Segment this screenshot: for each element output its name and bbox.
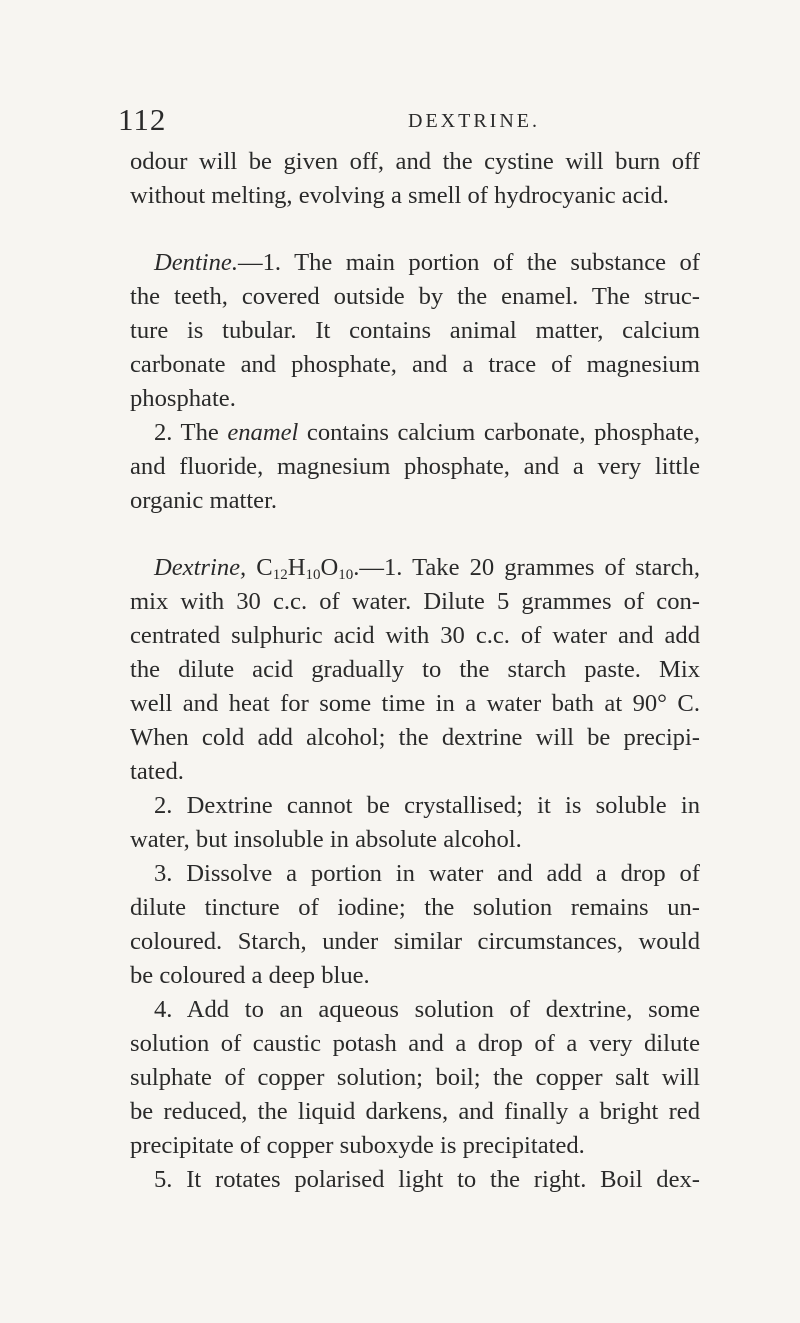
running-head — [118, 100, 678, 140]
text-line: and fluoride, magnesium phosphate, and a very little — [130, 453, 700, 480]
enamel-line — [130, 416, 700, 450]
text-line: be reduced, the liquid darkens, and finally a bright red — [130, 1098, 700, 1125]
text-line: be coloured a deep blue. — [130, 962, 370, 989]
text-line: tated. — [130, 758, 184, 785]
text-line: phosphate. — [130, 385, 236, 412]
text-line: 3. Dissolve a portion in water and add a drop of — [154, 860, 700, 887]
dentine-heading-line — [130, 246, 700, 280]
formula-element: H — [287, 554, 306, 581]
text-fragment: contains calcium carbonate, phosphate, — [298, 419, 700, 446]
text-line: 4. Add to an aqueous solution of dextrine, some — [154, 996, 700, 1023]
text-line: centrated sulphuric acid with 30 c.c. of water and add — [130, 622, 700, 649]
dextrine-heading-line — [130, 551, 700, 585]
text-fragment: .—1. Take 20 grammes of starch, — [353, 554, 700, 581]
formula-subscript: 10 — [338, 567, 354, 583]
formula-subscript: 10 — [305, 567, 321, 583]
formula-element: C — [256, 554, 273, 581]
text-line: ture is tubular. It contains animal matter, calcium — [130, 317, 700, 344]
text-line: precipitate of copper suboxyde is precipitated. — [130, 1132, 585, 1159]
running-title: DEXTRINE. — [408, 110, 540, 132]
chemical-formula — [256, 554, 353, 581]
term-dentine: Dentine. — [154, 249, 239, 276]
text-fragment: 2. The — [154, 419, 228, 446]
text-line: without melting, evolving a smell of hydrocyanic acid. — [130, 182, 669, 209]
text-line: dilute tincture of iodine; the solution remains un- — [130, 894, 700, 921]
text-line: carbonate and phosphate, and a trace of magnesium — [130, 351, 700, 378]
text-line: well and heat for some time in a water bath at 90° C. — [130, 690, 700, 717]
text-line: the dilute acid gradually to the starch paste. Mix — [130, 656, 700, 683]
text-line: solution of caustic potash and a drop of a very dilute — [130, 1030, 700, 1057]
text-line: water, but insoluble in absolute alcohol. — [130, 826, 522, 853]
text-line: odour will be given off, and the cystine will burn off — [130, 148, 700, 175]
text-line: the teeth, covered outside by the enamel. The struc- — [130, 283, 700, 310]
text-line: When cold add alcohol; the dextrine will be precipi- — [130, 724, 700, 751]
term-enamel: enamel — [227, 419, 299, 446]
text-line: mix with 30 c.c. of water. Dilute 5 grammes of con- — [130, 588, 700, 615]
paragraph-gap — [130, 213, 700, 246]
text-line: 5. It rotates polarised light to the right. Boil dex- — [154, 1166, 700, 1193]
text-line: sulphate of copper solution; boil; the copper salt will — [130, 1064, 700, 1091]
paragraph-gap — [130, 518, 700, 551]
text-line: 2. Dextrine cannot be crystallised; it is soluble in — [154, 792, 700, 819]
text-fragment: —1. The main portion of the substance of — [238, 249, 700, 276]
page-number: 112 — [118, 102, 167, 137]
body-text — [130, 145, 700, 1197]
text-line: coloured. Starch, under similar circumstances, would — [130, 928, 700, 955]
term-dextrine: Dextrine, — [154, 554, 247, 581]
formula-subscript: 12 — [272, 567, 288, 583]
text-line: organic matter. — [130, 487, 278, 514]
formula-element: O — [320, 554, 339, 581]
